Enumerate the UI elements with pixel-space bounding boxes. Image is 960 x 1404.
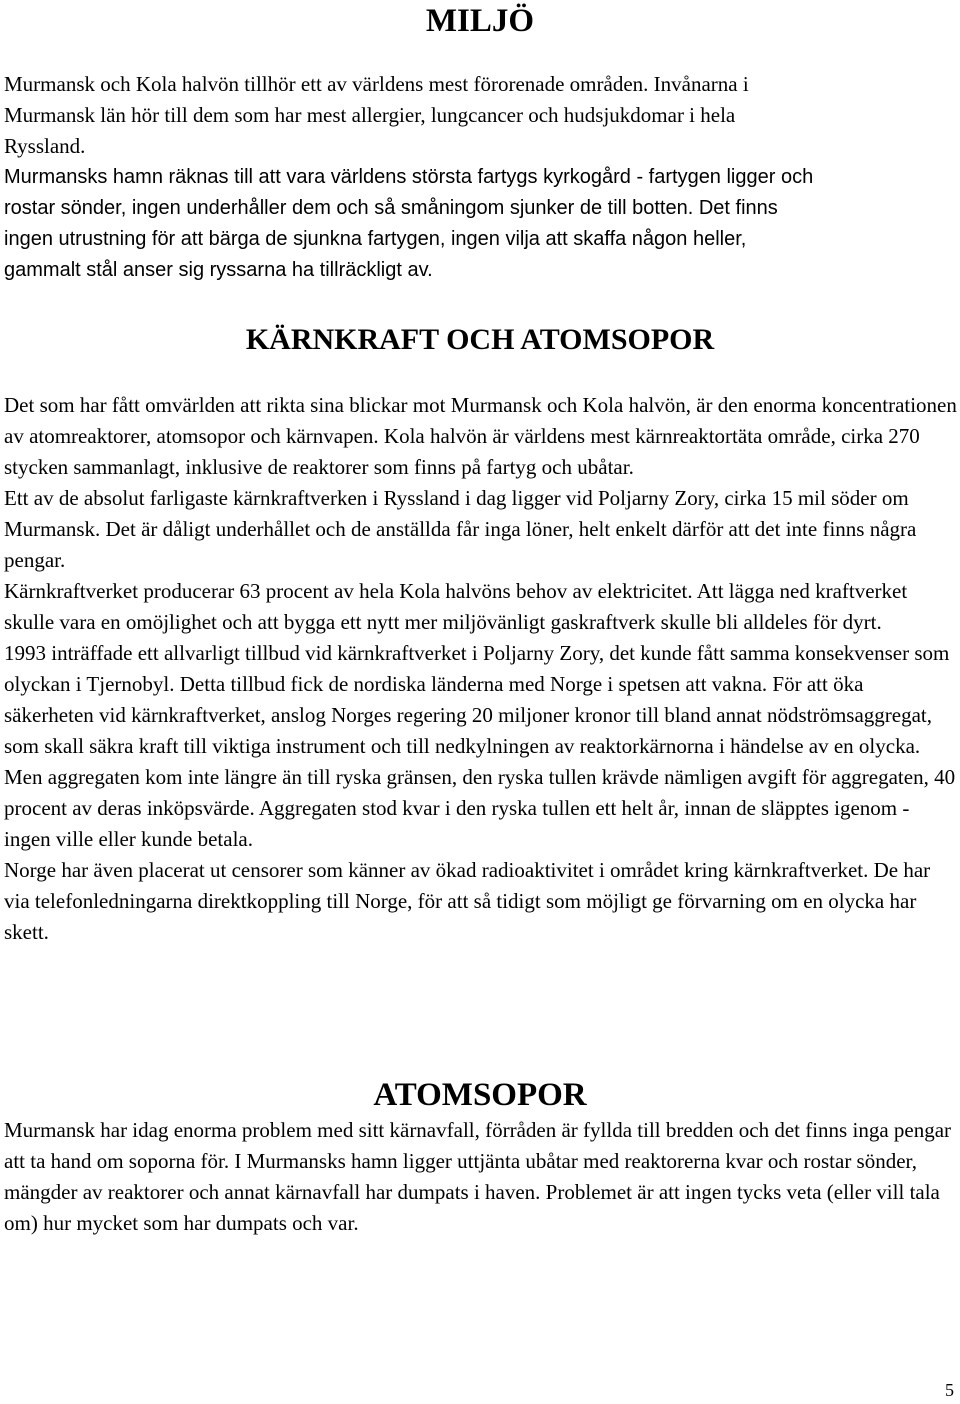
section-karnkraft xyxy=(4,390,958,948)
paragraph: Norge har även placerat ut censorer som känner av ökad radioaktivitet i området kring kärnkraftverket. De har via telefonledningarna direktkoppling till Norge, för att så tidigt som möjligt ge förvarning om en olycka har skett. xyxy=(4,858,931,944)
text-line: Murmansks hamn räknas till att vara världens största fartygs kyrkogård - fartygen ligger och xyxy=(4,166,814,188)
paragraph: 1993 inträffade ett allvarligt tillbud vid kärnkraftverket i Poljarny Zory, det kunde fått samma konsekvenser som olyckan i Tjernobyl. Detta tillbud fick de nordiska länderna med Norge i spetsen att vakna. För att öka säkerheten vid kärnkraftverket, anslog Norges regering 20 miljoner kronor till bland annat nödströmsaggregat, som skall säkra kraft till viktiga instrument och till nedkylningen av reaktorkärnorna i händelse av en olycka. Men aggregaten kom inte längre än till ryska gränsen, den ryska tullen krävde nämligen avgift för aggregaten, 40 procent av deras inköpsvärde. Aggregaten stod kvar i den ryska tullen ett helt år, innan de släpptes igenom - ingen ville eller kunde betala. xyxy=(4,641,956,851)
paragraph: Det som har fått omvärlden att rikta sina blickar mot Murmansk och Kola halvön, är den enorma koncentrationen av atomreaktorer, atomsopor och kärnvapen. Kola halvön är världens mest kärnreaktortäta område, cirka 270 stycken sammanlagt, inklusive de reaktorer som finns på fartyg och ubåtar. xyxy=(4,393,957,479)
section-atomsopor xyxy=(4,1115,958,1239)
text-line: Murmansk län hör till dem som har mest allergier, lungcancer och hudsjukdomar i hela xyxy=(4,103,736,127)
section-miljo xyxy=(4,69,958,286)
text-line: ingen utrustning för att bärga de sjunkna fartygen, ingen vilja att skaffa någon heller, xyxy=(4,228,747,250)
paragraph: Murmansk har idag enorma problem med sitt kärnavfall, förråden är fyllda till bredden och det finns inga pengar att ta hand om soporna för. I Murmansks hamn ligger uttjänta ubåtar med reaktorerna kvar och rostar sönder, mängder av reaktorer och annat kärnavfall har dumpats i haven. Problemet är att ingen tycks veta (eller vill tala om) hur mycket som har dumpats och var. xyxy=(4,1118,952,1235)
heading-miljo: MILJÖ xyxy=(425,3,535,39)
text-line: gammalt stål anser sig ryssarna ha tillräckligt av. xyxy=(4,259,433,281)
text-line: rostar sönder, ingen underhåller dem och så småningom sjunker de till botten. Det finns xyxy=(4,197,778,219)
heading-atomsopor: ATOMSOPOR xyxy=(373,1077,587,1113)
page-number: 5 xyxy=(945,1380,954,1400)
text-line: Murmansk och Kola halvön tillhör ett av världens mest förorenade områden. Invånarna i xyxy=(4,72,749,96)
paragraph: Ett av de absolut farligaste kärnkraftverken i Ryssland i dag ligger vid Poljarny Zory, cirka 15 mil söder om Murmansk. Det är dåligt underhållet och de anställda får inga löner, helt enkelt därför att det inte finns några pengar. xyxy=(4,486,917,572)
paragraph: Kärnkraftverket producerar 63 procent av hela Kola halvöns behov av elektricitet. Att lägga ned kraftverket skulle vara en omöjlighet och att bygga ett nytt mer miljövänligt gaskraftverk skulle bli alldeles för dyrt. xyxy=(4,579,908,634)
heading-karnkraft: KÄRNKRAFT OCH ATOMSOPOR xyxy=(245,323,715,356)
text-line: Ryssland. xyxy=(4,134,86,158)
